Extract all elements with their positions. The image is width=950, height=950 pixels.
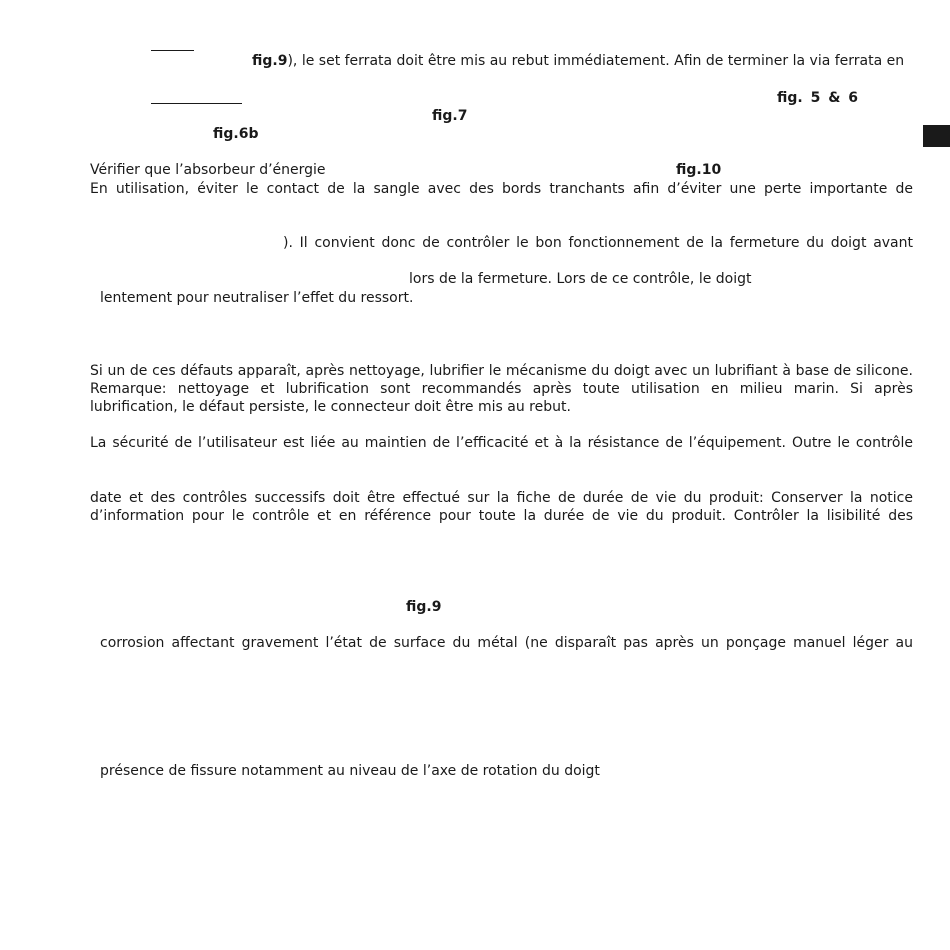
underline-rule-2 <box>151 103 242 104</box>
paragraph-line: Remarque: nettoyage et lubrification sont recommandés après toute utilisation en milieu marin. Si après <box>90 381 913 397</box>
paragraph-line: lubrification, le défaut persiste, le connecteur doit être mis au rebut. <box>90 399 571 415</box>
section-tab-marker <box>923 125 950 147</box>
figure-reference: fig.9 <box>406 599 442 615</box>
text-line: lentement pour neutraliser l’effet du ressort. <box>100 290 414 306</box>
figure-reference: fig.9 <box>252 53 288 69</box>
underline-rule-1 <box>151 50 194 51</box>
text-line: ). Il convient donc de contrôler le bon fonctionnement de la fermeture du doigt avant <box>283 235 913 251</box>
paragraph-line: date et des contrôles successifs doit être effectué sur la fiche de durée de vie du produit: Conserver la notice <box>90 490 913 506</box>
figure-reference: fig.10 <box>676 162 722 178</box>
figure-reference: fig.7 <box>432 108 468 124</box>
text-line: lors de la fermeture. Lors de ce contrôle, le doigt <box>409 271 752 287</box>
figure-reference: fig.6b <box>213 126 259 142</box>
text-line-1 <box>252 52 904 70</box>
figure-reference: fig. 5 & 6 <box>777 90 859 106</box>
text-line: Vérifier que l’absorbeur d’énergie <box>90 162 326 178</box>
list-item-line: corrosion affectant gravement l’état de surface du métal (ne disparaît pas après un ponçage manuel léger au <box>100 635 913 651</box>
paragraph-line: d’information pour le contrôle et en référence pour toute la durée de vie du produit. Contrôler la lisibilité des <box>90 508 913 524</box>
list-item-line: présence de fissure notamment au niveau de l’axe de rotation du doigt <box>100 763 600 779</box>
paragraph-line: La sécurité de l’utilisateur est liée au maintien de l’efficacité et à la résistance de l’équipement. Outre le contrôle <box>90 435 913 451</box>
text-fragment: ), le set ferrata doit être mis au rebut immédiatement. Afin de terminer la via ferrata en <box>287 53 905 69</box>
paragraph-line: Si un de ces défauts apparaît, après nettoyage, lubrifier le mécanisme du doigt avec un lubrifiant à base de silicone. <box>90 363 913 379</box>
paragraph-line: En utilisation, éviter le contact de la sangle avec des bords tranchants afin d’éviter une perte importante de <box>90 181 913 197</box>
